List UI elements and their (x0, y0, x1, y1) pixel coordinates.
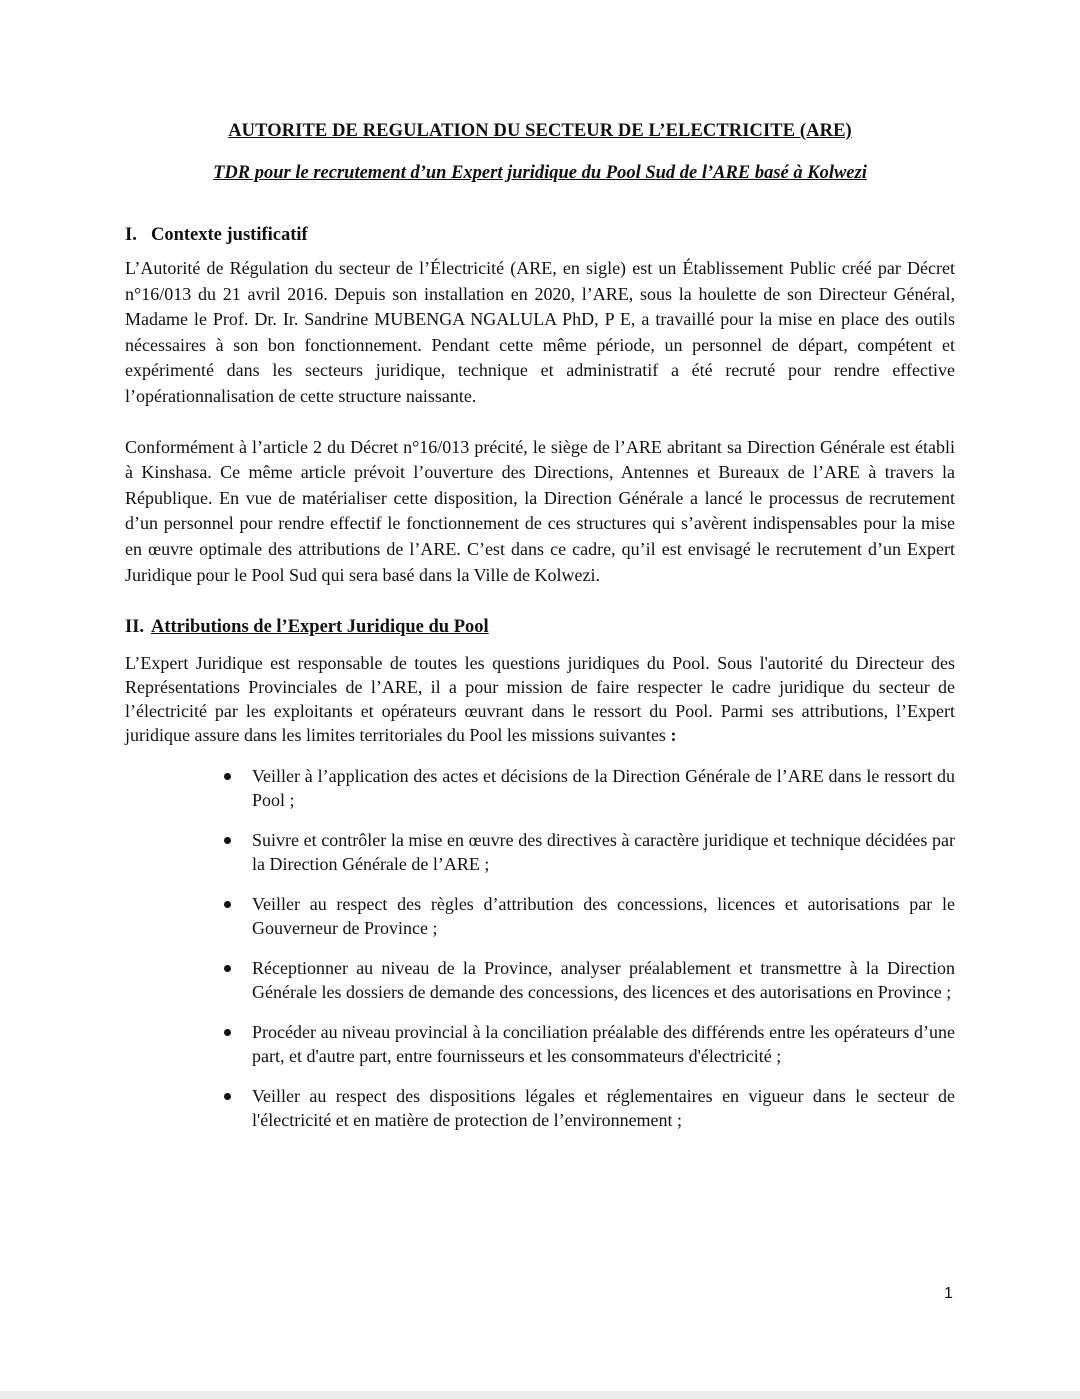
list-item (222, 1020, 955, 1068)
bullet-icon (224, 773, 231, 780)
intro-text: L’Expert Juridique est responsable de toutes les questions juridiques du Pool. Sous l'autorité du Directeur des Représentations Provinciales de l’ARE, il a pour mission de faire respecter le cadre juridique du secteur de l’électricité par les exploitants et opérateurs œuvrant dans le ressort du Pool. Parmi ses attributions, l’Expert juridique assure dans les limites territoriales du Pool les missions suivantes (125, 653, 955, 746)
list-item-text: Veiller au respect des dispositions légales et réglementaires en vigueur dans le secteur de l'électricité et en matière de protection de l’environnement ; (252, 1086, 955, 1131)
section-title: Attributions de l’Expert Juridique du Pool (151, 617, 489, 638)
paragraph-intro (125, 651, 955, 747)
document-body (125, 118, 955, 1148)
missions-list (125, 764, 955, 1132)
paragraph: L’Autorité de Régulation du secteur de l’Électricité (ARE, en sigle) est un Établissement Public créé par Décret n°16/013 du 21 avril 2016. Depuis son installation en 2020, l’ARE, sous la houlette de son Directeur Général, Madame le Prof. Dr. Ir. Sandrine MUBENGA NGALULA PhD, P E, a travaillé pour la mise en place des outils nécessaires à son bon fonctionnement. Pendant cette même période, un personnel de départ, compétent et expérimenté dans les secteurs juridique, technique et administratif a été recruté pour rendre effective l’opérationnalisation de cette structure naissante. (125, 258, 955, 406)
bullet-icon (224, 1093, 231, 1100)
list-item-text: Réceptionner au niveau de la Province, analyser préalablement et transmettre à la Direction Générale les dossiers de demande des concessions, des licences et des autorisations en Province ; (252, 958, 955, 1003)
document-title: AUTORITE DE REGULATION DU SECTEUR DE L’ELECTRICITE (ARE) (228, 121, 852, 141)
list-item-text: Veiller au respect des règles d’attribution des concessions, licences et autorisations par le Gouverneur de Province ; (252, 894, 955, 939)
section-title: Contexte justificatif (151, 225, 308, 245)
page-bottom-edge (0, 1391, 1080, 1399)
paragraph: Conformément à l’article 2 du Décret n°16/013 précité, le siège de l’ARE abritant sa Direction Générale est établi à Kinshasa. Ce même article prévoit l’ouverture des Directions, Antennes et Bureaux de l’ARE à travers la République. En vue de matérialiser cette disposition, la Direction Générale a lancé le processus de recrutement d’un personnel pour rendre effectif le fonctionnement de ces structures qui s’avèrent indispensables pour la mise en œuvre optimale des attributions de l’ARE. C’est dans ce cadre, qu’il est envisagé le recrutement d’un Expert Juridique pour le Pool Sud qui sera basé dans la Ville de Kolwezi. (125, 436, 955, 585)
section-number: I. (125, 225, 137, 245)
bullet-icon (224, 1029, 231, 1036)
bullet-icon (224, 901, 231, 908)
list-item (222, 956, 955, 1004)
section-heading-context (125, 222, 955, 248)
document-subtitle: TDR pour le recrutement d’un Expert juridique du Pool Sud de l’ARE basé à Kolwezi (213, 163, 867, 183)
bullet-icon (224, 965, 231, 972)
bullet-icon (224, 837, 231, 844)
list-item (222, 828, 955, 876)
list-item-text: Veiller à l’application des actes et décisions de la Direction Générale de l’ARE dans le ressort du Pool ; (252, 766, 955, 811)
page-number: 1 (944, 1285, 953, 1302)
intro-colon: : (665, 725, 677, 746)
list-item (222, 892, 955, 940)
list-item (222, 764, 955, 812)
list-item-text: Suivre et contrôler la mise en œuvre des directives à caractère juridique et technique décidées par la Direction Générale de l’ARE ; (252, 830, 955, 875)
list-item-text: Procéder au niveau provincial à la conciliation préalable des différends entre les opérateurs d’une part, et d'autre part, entre fournisseurs et les consommateurs d'électricité ; (252, 1022, 955, 1067)
list-item (222, 1084, 955, 1132)
section-number: II. (125, 617, 145, 638)
section-heading-attributions (125, 614, 955, 640)
